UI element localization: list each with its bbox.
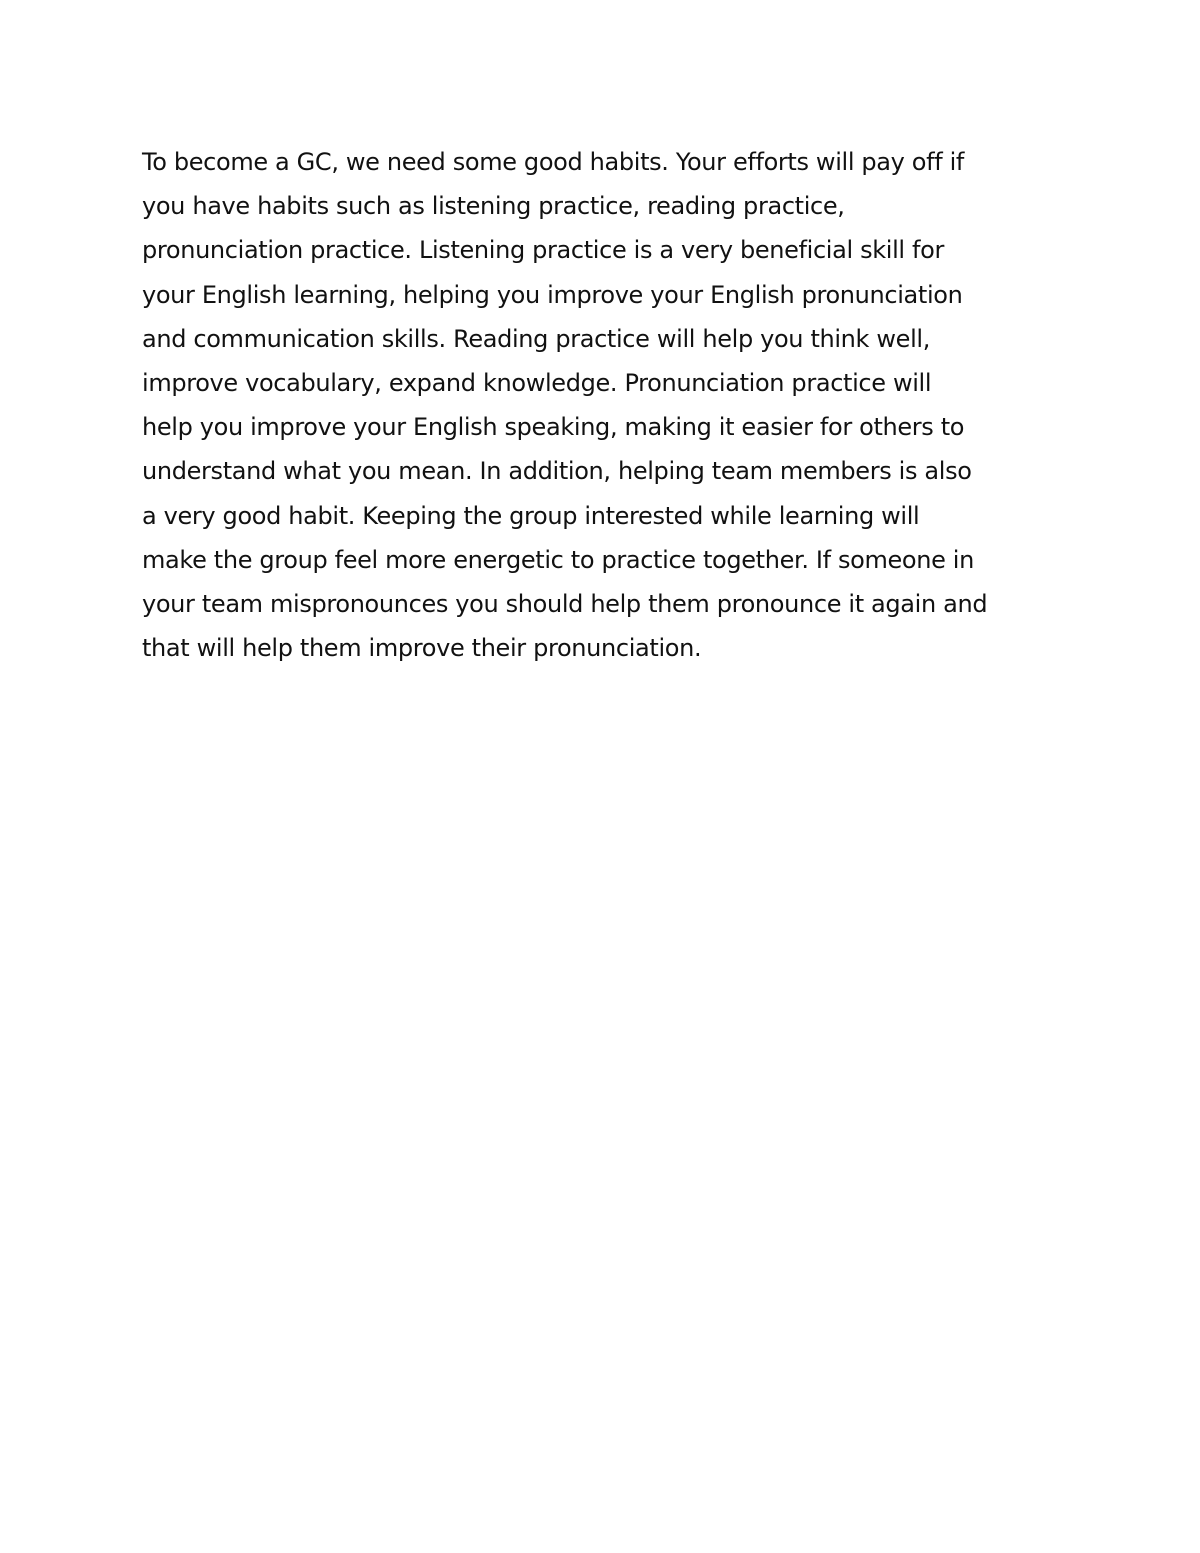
paragraph-line: and communication skills. Reading practice will help you think well, [142, 324, 930, 353]
paragraph-line: pronunciation practice. Listening practice is a very beneficial skill for [142, 236, 944, 265]
paragraph-line: improve vocabulary, expand knowledge. Pronunciation practice will [142, 369, 932, 398]
paragraph-line: a very good habit. Keeping the group interested while learning will [142, 501, 920, 530]
paragraph-line: your English learning, helping you improve your English pronunciation [142, 280, 963, 309]
paragraph-line: your team mispronounces you should help them pronounce it again and [142, 590, 988, 619]
paragraph-line: To become a GC, we need some good habits. Your efforts will pay off if [142, 148, 965, 176]
paragraph-line: that will help them improve their pronunciation. [142, 634, 702, 663]
paragraph-line: understand what you mean. In addition, helping team members is also [142, 457, 972, 486]
paragraph-line: help you improve your English speaking, making it easier for others to [142, 413, 965, 442]
body-paragraph [142, 140, 1082, 670]
paragraph-line: you have habits such as listening practice, reading practice, [142, 192, 845, 221]
paragraph-line: make the group feel more energetic to practice together. If someone in [142, 545, 974, 574]
